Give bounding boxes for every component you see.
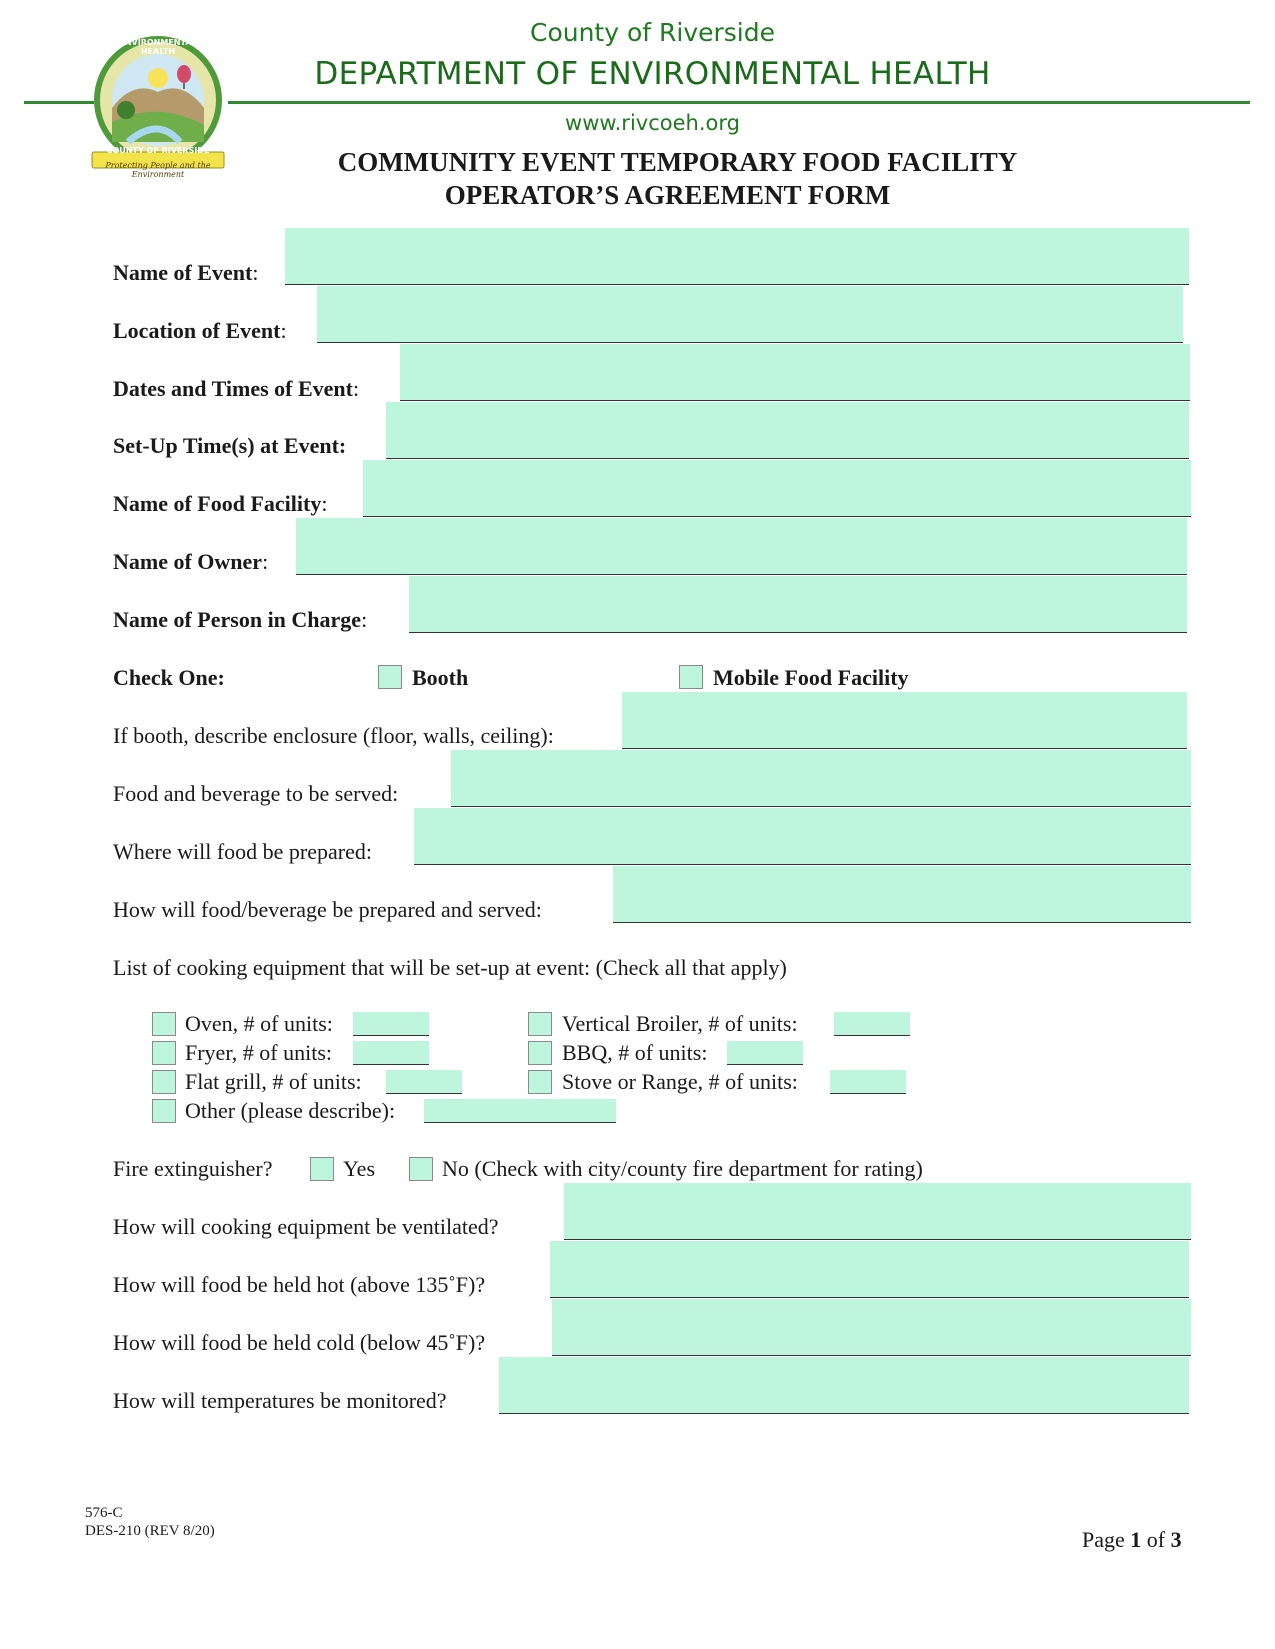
form-title-line1: COMMUNITY EVENT TEMPORARY FOOD FACILITY [337, 147, 1018, 177]
stove-units-input[interactable] [830, 1070, 906, 1094]
flat-grill-checkbox[interactable] [152, 1070, 176, 1094]
fryer-units-input[interactable] [353, 1041, 429, 1065]
held-cold-input[interactable] [552, 1299, 1191, 1356]
where-prepared-input[interactable] [414, 808, 1191, 865]
flat-grill-label: Flat grill, # of units: [185, 1069, 362, 1094]
fryer-checkbox[interactable] [152, 1041, 176, 1065]
flat-grill-units-input[interactable] [386, 1070, 462, 1094]
owner-name-input[interactable] [296, 518, 1187, 575]
revision-code: DES-210 (REV 8/20) [85, 1523, 215, 1539]
how-prepared-label: How will food/beverage be prepared and served: [113, 897, 542, 922]
food-served-label: Food and beverage to be served: [113, 781, 399, 806]
form-title-line2: OPERATOR’S AGREEMENT FORM [444, 180, 891, 210]
setup-times-label: Set-Up Time(s) at Event: [113, 433, 347, 458]
department-name: DEPARTMENT OF ENVIRONMENTAL HEALTH [314, 56, 991, 92]
equipment-list-label: List of cooking equipment that will be set-up at event: (Check all that apply) [113, 955, 787, 980]
other-checkbox[interactable] [152, 1099, 176, 1123]
fire-no-label: No (Check with city/county fire department for rating) [442, 1156, 923, 1181]
fryer-label: Fryer, # of units: [185, 1040, 332, 1065]
form-code: 576-C [85, 1505, 123, 1521]
logo-bottom-text: COUNTY OF RIVERSIDE [106, 146, 210, 155]
facility-name-input[interactable] [363, 460, 1191, 517]
fire-extinguisher-label: Fire extinguisher? [113, 1156, 273, 1181]
logo-banner-text: Protecting People and the Environment [105, 161, 211, 179]
fire-yes-label: Yes [343, 1156, 376, 1181]
facility-name-label: Name of Food Facility: [113, 491, 328, 516]
oven-units-input[interactable] [353, 1012, 429, 1036]
enclosure-input[interactable] [622, 692, 1187, 749]
logo-top-text: ENVIRONMENTAL HEALTH [119, 38, 197, 56]
booth-checkbox[interactable] [378, 665, 402, 689]
stove-checkbox[interactable] [528, 1070, 552, 1094]
how-prepared-input[interactable] [613, 866, 1191, 923]
mobile-facility-label: Mobile Food Facility [713, 665, 909, 690]
held-hot-label: How will food be held hot (above 135˚F)? [113, 1272, 486, 1297]
check-one-label: Check One: [113, 665, 225, 690]
bbq-units-input[interactable] [727, 1041, 803, 1065]
booth-label: Booth [412, 665, 469, 690]
county-name: County of Riverside [529, 18, 776, 47]
owner-name-label: Name of Owner: [113, 549, 269, 574]
ventilated-input[interactable] [564, 1183, 1191, 1240]
food-served-input[interactable] [451, 750, 1191, 807]
header-rule-right [228, 101, 1250, 104]
oven-label: Oven, # of units: [185, 1011, 333, 1036]
event-name-input[interactable] [285, 228, 1189, 285]
vertical-broiler-label: Vertical Broiler, # of units: [562, 1011, 798, 1036]
page-number: Page 1 of 3 [1082, 1527, 1182, 1552]
other-label: Other (please describe): [185, 1098, 396, 1123]
bbq-checkbox[interactable] [528, 1041, 552, 1065]
setup-times-input[interactable] [386, 402, 1189, 459]
held-cold-label: How will food be held cold (below 45˚F)? [113, 1330, 486, 1355]
fire-yes-checkbox[interactable] [310, 1157, 334, 1181]
stove-label: Stove or Range, # of units: [562, 1069, 798, 1094]
other-describe-input[interactable] [424, 1099, 616, 1123]
website-link[interactable]: www.rivcoeh.org [565, 111, 740, 135]
where-prepared-label: Where will food be prepared: [113, 839, 372, 864]
bbq-label: BBQ, # of units: [562, 1040, 708, 1065]
event-location-input[interactable] [317, 286, 1183, 343]
event-location-label: Location of Event: [113, 318, 287, 343]
event-dates-label: Dates and Times of Event: [113, 376, 360, 401]
enclosure-label: If booth, describe enclosure (floor, walls, ceiling): [113, 723, 554, 748]
header-rule-left [24, 101, 94, 104]
temps-input[interactable] [499, 1357, 1189, 1414]
vertical-broiler-units-input[interactable] [834, 1012, 910, 1036]
person-in-charge-input[interactable] [409, 576, 1187, 633]
oven-checkbox[interactable] [152, 1012, 176, 1036]
event-dates-input[interactable] [400, 344, 1190, 401]
vertical-broiler-checkbox[interactable] [528, 1012, 552, 1036]
ventilated-label: How will cooking equipment be ventilated? [113, 1214, 499, 1239]
temps-label: How will temperatures be monitored? [113, 1388, 447, 1413]
event-name-label: Name of Event: [113, 260, 259, 285]
person-in-charge-label: Name of Person in Charge: [113, 607, 368, 632]
fire-no-checkbox[interactable] [409, 1157, 433, 1181]
held-hot-input[interactable] [550, 1241, 1189, 1298]
mobile-facility-checkbox[interactable] [679, 665, 703, 689]
